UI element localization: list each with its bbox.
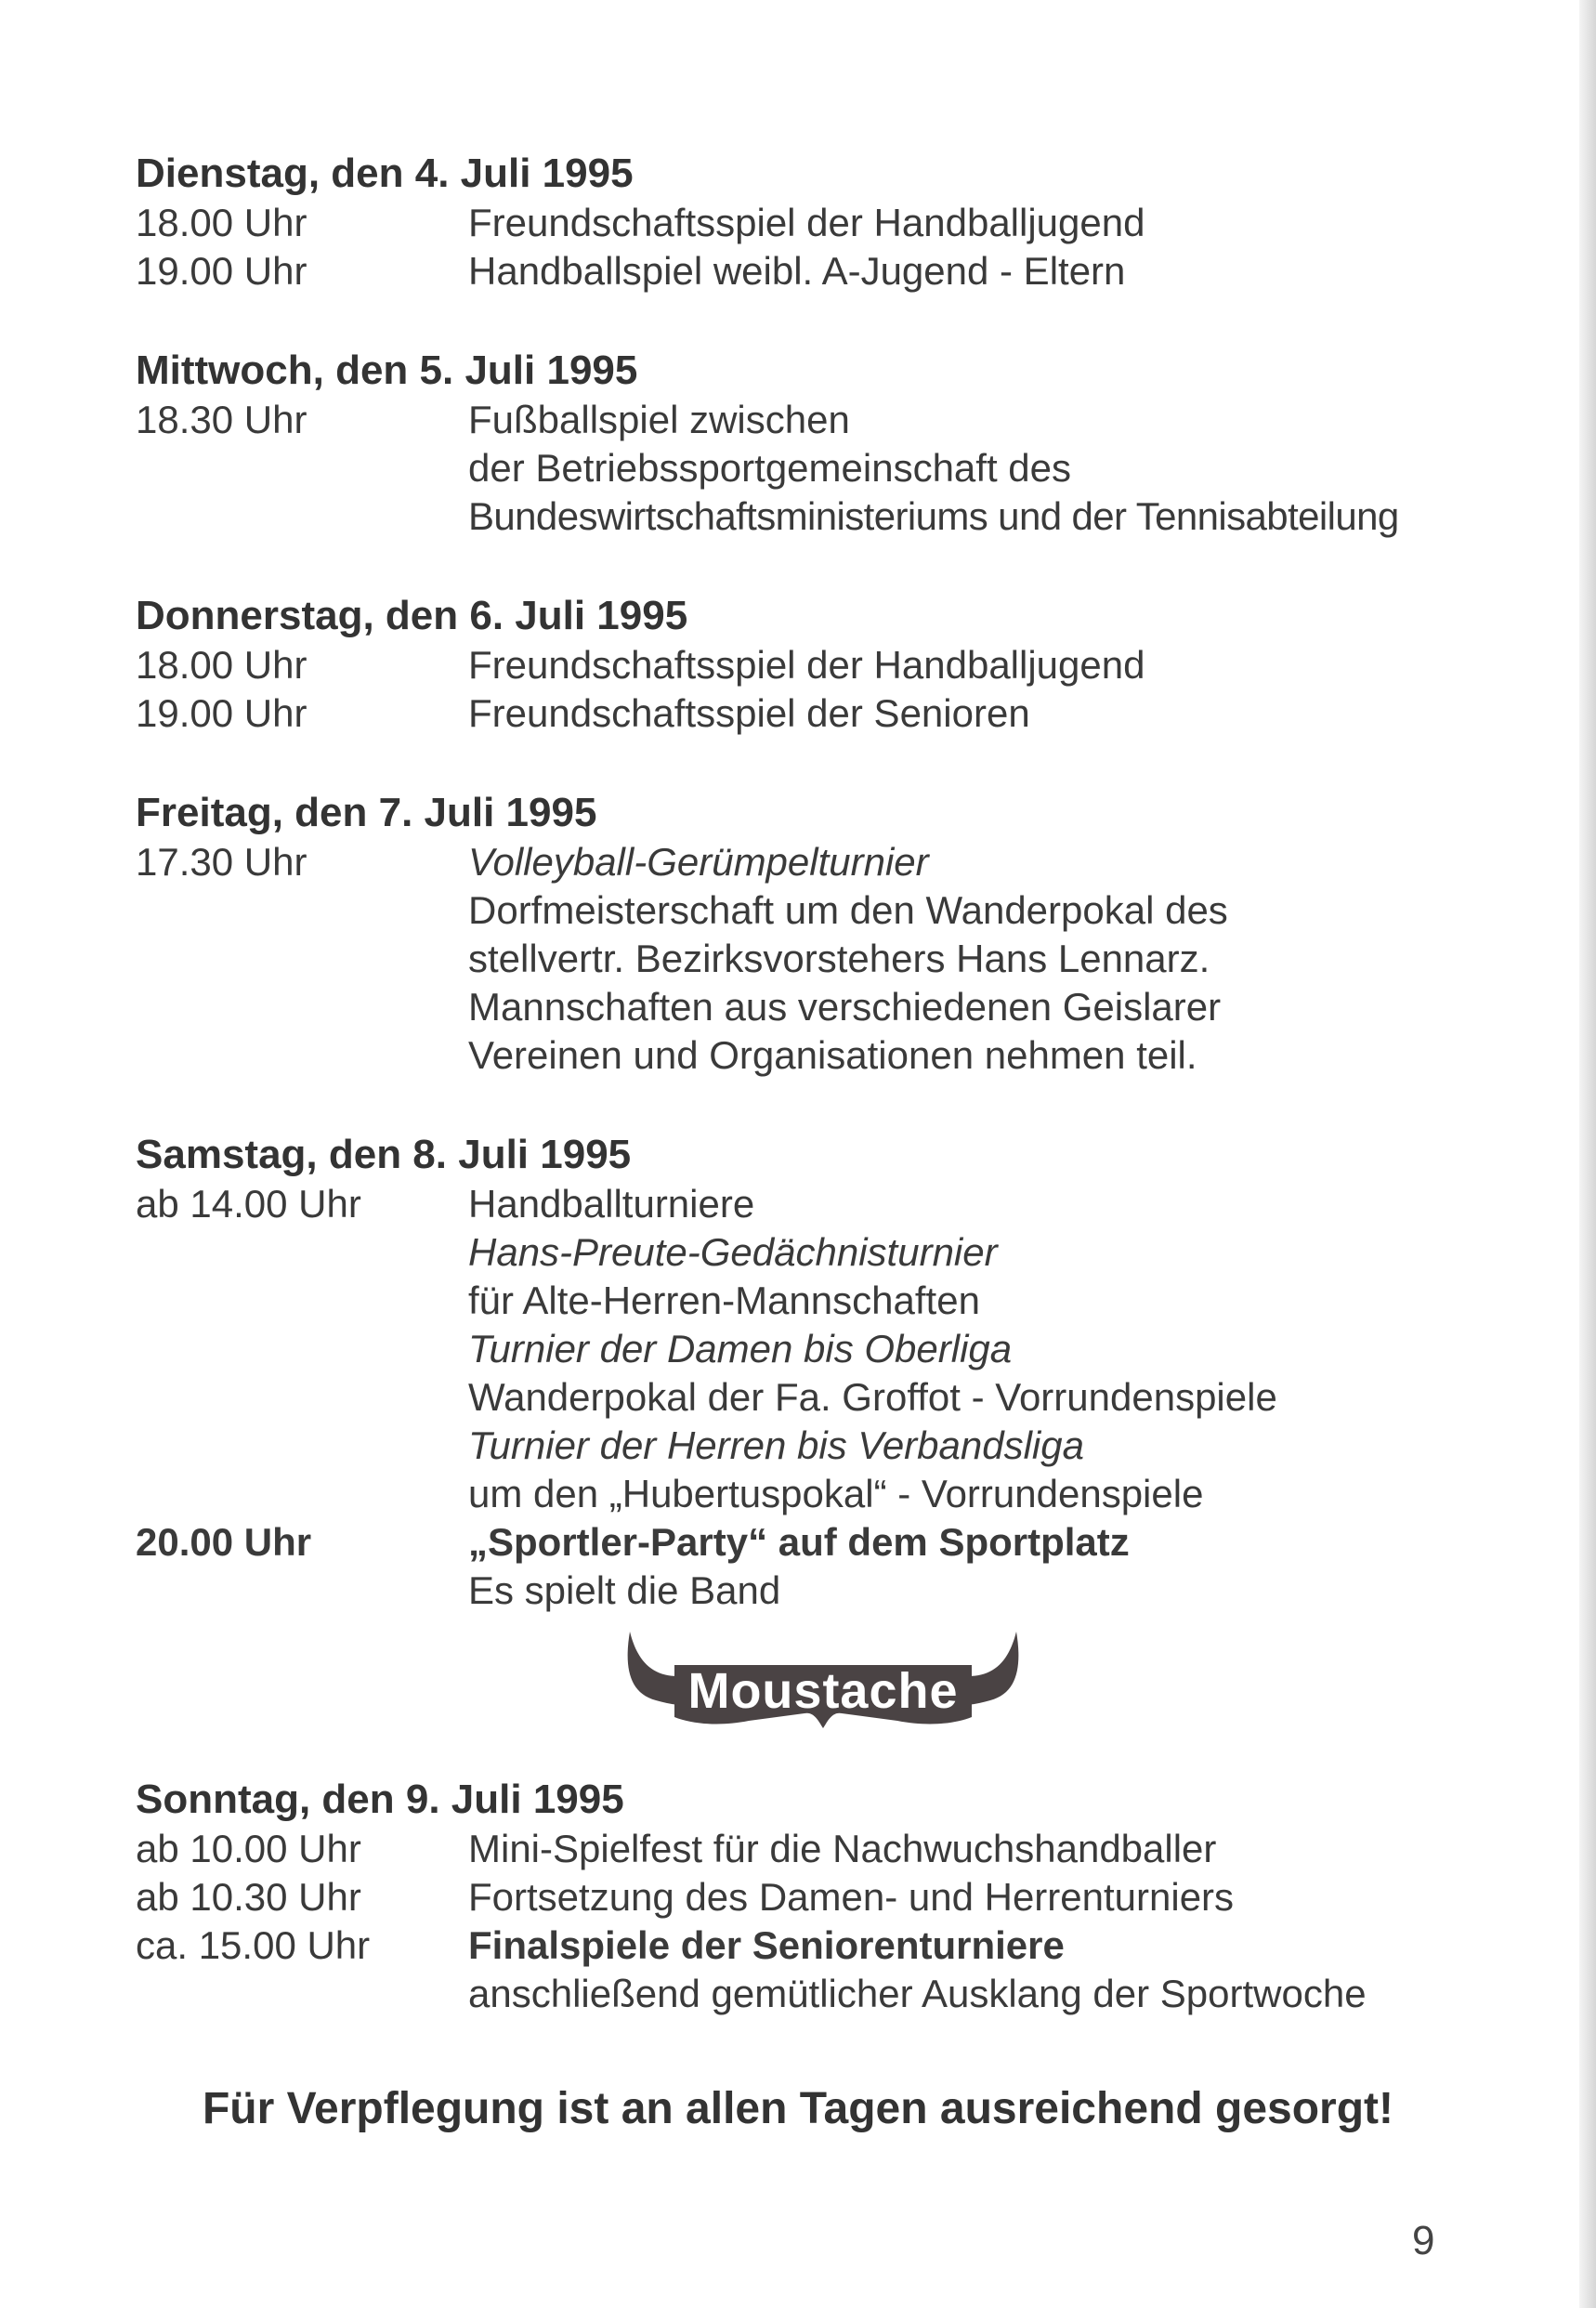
entry-line: Turnier der Damen bis Oberliga xyxy=(468,1327,1013,1370)
day-saturday xyxy=(136,1130,1511,1615)
band-logo xyxy=(136,1628,1511,1732)
entry-line: Freundschaftsspiel der Handballjugend xyxy=(468,201,1145,244)
schedule-entry xyxy=(136,1180,1511,1518)
entry-line: Dorfmeisterschaft um den Wanderpokal des xyxy=(468,888,1228,932)
entry-time: 19.00 Uhr xyxy=(136,691,307,735)
entry-description xyxy=(468,1921,1511,2018)
schedule-entry xyxy=(136,641,1511,689)
band-logo-text: Moustache xyxy=(687,1663,959,1719)
entry-line: stellvertr. Bezirksvorstehers Hans Lennarz. xyxy=(468,937,1210,980)
schedule-entry xyxy=(136,689,1511,738)
page-edge-shadow xyxy=(1579,0,1596,2308)
entry-time: 19.00 Uhr xyxy=(136,249,307,293)
schedule-entry xyxy=(136,838,1511,1080)
entry-line: Volleyball-Gerümpelturnier xyxy=(468,840,929,884)
entry-description xyxy=(468,838,1511,1080)
entry-line: „Sportler-Party“ auf dem Sportplatz xyxy=(468,1520,1130,1564)
day-tuesday xyxy=(136,149,1511,295)
entry-line: Fortsetzung des Damen- und Herrenturniers xyxy=(468,1875,1235,1919)
page-number: 9 xyxy=(1412,2218,1435,2263)
entry-description xyxy=(468,396,1511,541)
entry-line: Finalspiele der Seniorenturniere xyxy=(468,1923,1065,1967)
entry-line: um den „Hubertuspokal“ - Vorrundenspiele xyxy=(468,1472,1204,1515)
entry-line: Fußballspiel zwischen xyxy=(468,398,850,441)
day-friday xyxy=(136,788,1511,1080)
schedule-entry xyxy=(136,1921,1511,2018)
day-heading: Sonntag, den 9. Juli 1995 xyxy=(136,1777,624,1822)
entry-time: 18.30 Uhr xyxy=(136,398,307,441)
day-wednesday xyxy=(136,346,1511,541)
catering-note: Für Verpflegung ist an allen Tagen ausreichend gesorgt! xyxy=(202,2084,1393,2133)
entry-time: ab 14.00 Uhr xyxy=(136,1182,361,1226)
entry-time: 18.00 Uhr xyxy=(136,643,307,687)
entry-time: 20.00 Uhr xyxy=(136,1520,312,1564)
entry-line: Bundeswirtschaftsministeriums und der Tennisabteilung xyxy=(468,494,1399,538)
schedule-entry xyxy=(136,396,1511,541)
entry-line: Vereinen und Organisationen nehmen teil. xyxy=(468,1033,1197,1077)
entry-description xyxy=(468,247,1511,295)
entry-line: Wanderpokal der Fa. Groffot - Vorrundenspiele xyxy=(468,1375,1277,1419)
entry-time: ab 10.30 Uhr xyxy=(136,1875,361,1919)
entry-line: Handballspiel weibl. A-Jugend - Eltern xyxy=(468,249,1126,293)
entry-line: Freundschaftsspiel der Senioren xyxy=(468,691,1030,735)
entry-time: ca. 15.00 Uhr xyxy=(136,1923,371,1967)
entry-line: für Alte-Herren-Mannschaften xyxy=(468,1279,980,1322)
entry-description xyxy=(468,199,1511,247)
entry-line: der Betriebssportgemeinschaft des xyxy=(468,446,1072,490)
schedule xyxy=(136,149,1511,2068)
entry-line: Turnier der Herren bis Verbandsliga xyxy=(468,1423,1084,1467)
entry-line: Handballturniere xyxy=(468,1182,755,1226)
schedule-entry xyxy=(136,199,1511,247)
schedule-entry xyxy=(136,1518,1511,1615)
day-heading: Dienstag, den 4. Juli 1995 xyxy=(136,151,634,196)
schedule-entry xyxy=(136,1873,1511,1921)
entry-line: Hans-Preute-Gedächnisturnier xyxy=(468,1230,998,1274)
schedule-entry xyxy=(136,1825,1511,1873)
entry-line: anschließend gemütlicher Ausklang der Sportwoche xyxy=(468,1972,1367,2015)
day-heading: Samstag, den 8. Juli 1995 xyxy=(136,1132,632,1177)
entry-time: ab 10.00 Uhr xyxy=(136,1827,361,1870)
entry-description xyxy=(468,1180,1511,1518)
day-sunday xyxy=(136,1775,1511,2018)
schedule-entry xyxy=(136,247,1511,295)
entry-time: 18.00 Uhr xyxy=(136,201,307,244)
entry-description xyxy=(468,689,1511,738)
entry-description xyxy=(468,1518,1511,1615)
entry-line: Es spielt die Band xyxy=(468,1568,781,1612)
entry-description xyxy=(468,641,1511,689)
day-heading: Freitag, den 7. Juli 1995 xyxy=(136,790,597,835)
entry-time: 17.30 Uhr xyxy=(136,840,307,884)
entry-line: Mini-Spielfest für die Nachwuchshandballer xyxy=(468,1827,1217,1870)
entry-line: Freundschaftsspiel der Handballjugend xyxy=(468,643,1145,687)
entry-description xyxy=(468,1825,1511,1873)
day-heading: Mittwoch, den 5. Juli 1995 xyxy=(136,348,638,393)
day-heading: Donnerstag, den 6. Juli 1995 xyxy=(136,593,688,638)
day-thursday xyxy=(136,591,1511,738)
moustache-logo-icon xyxy=(619,1628,1027,1732)
entry-description xyxy=(468,1873,1511,1921)
entry-line: Mannschaften aus verschiedenen Geislarer xyxy=(468,985,1222,1029)
